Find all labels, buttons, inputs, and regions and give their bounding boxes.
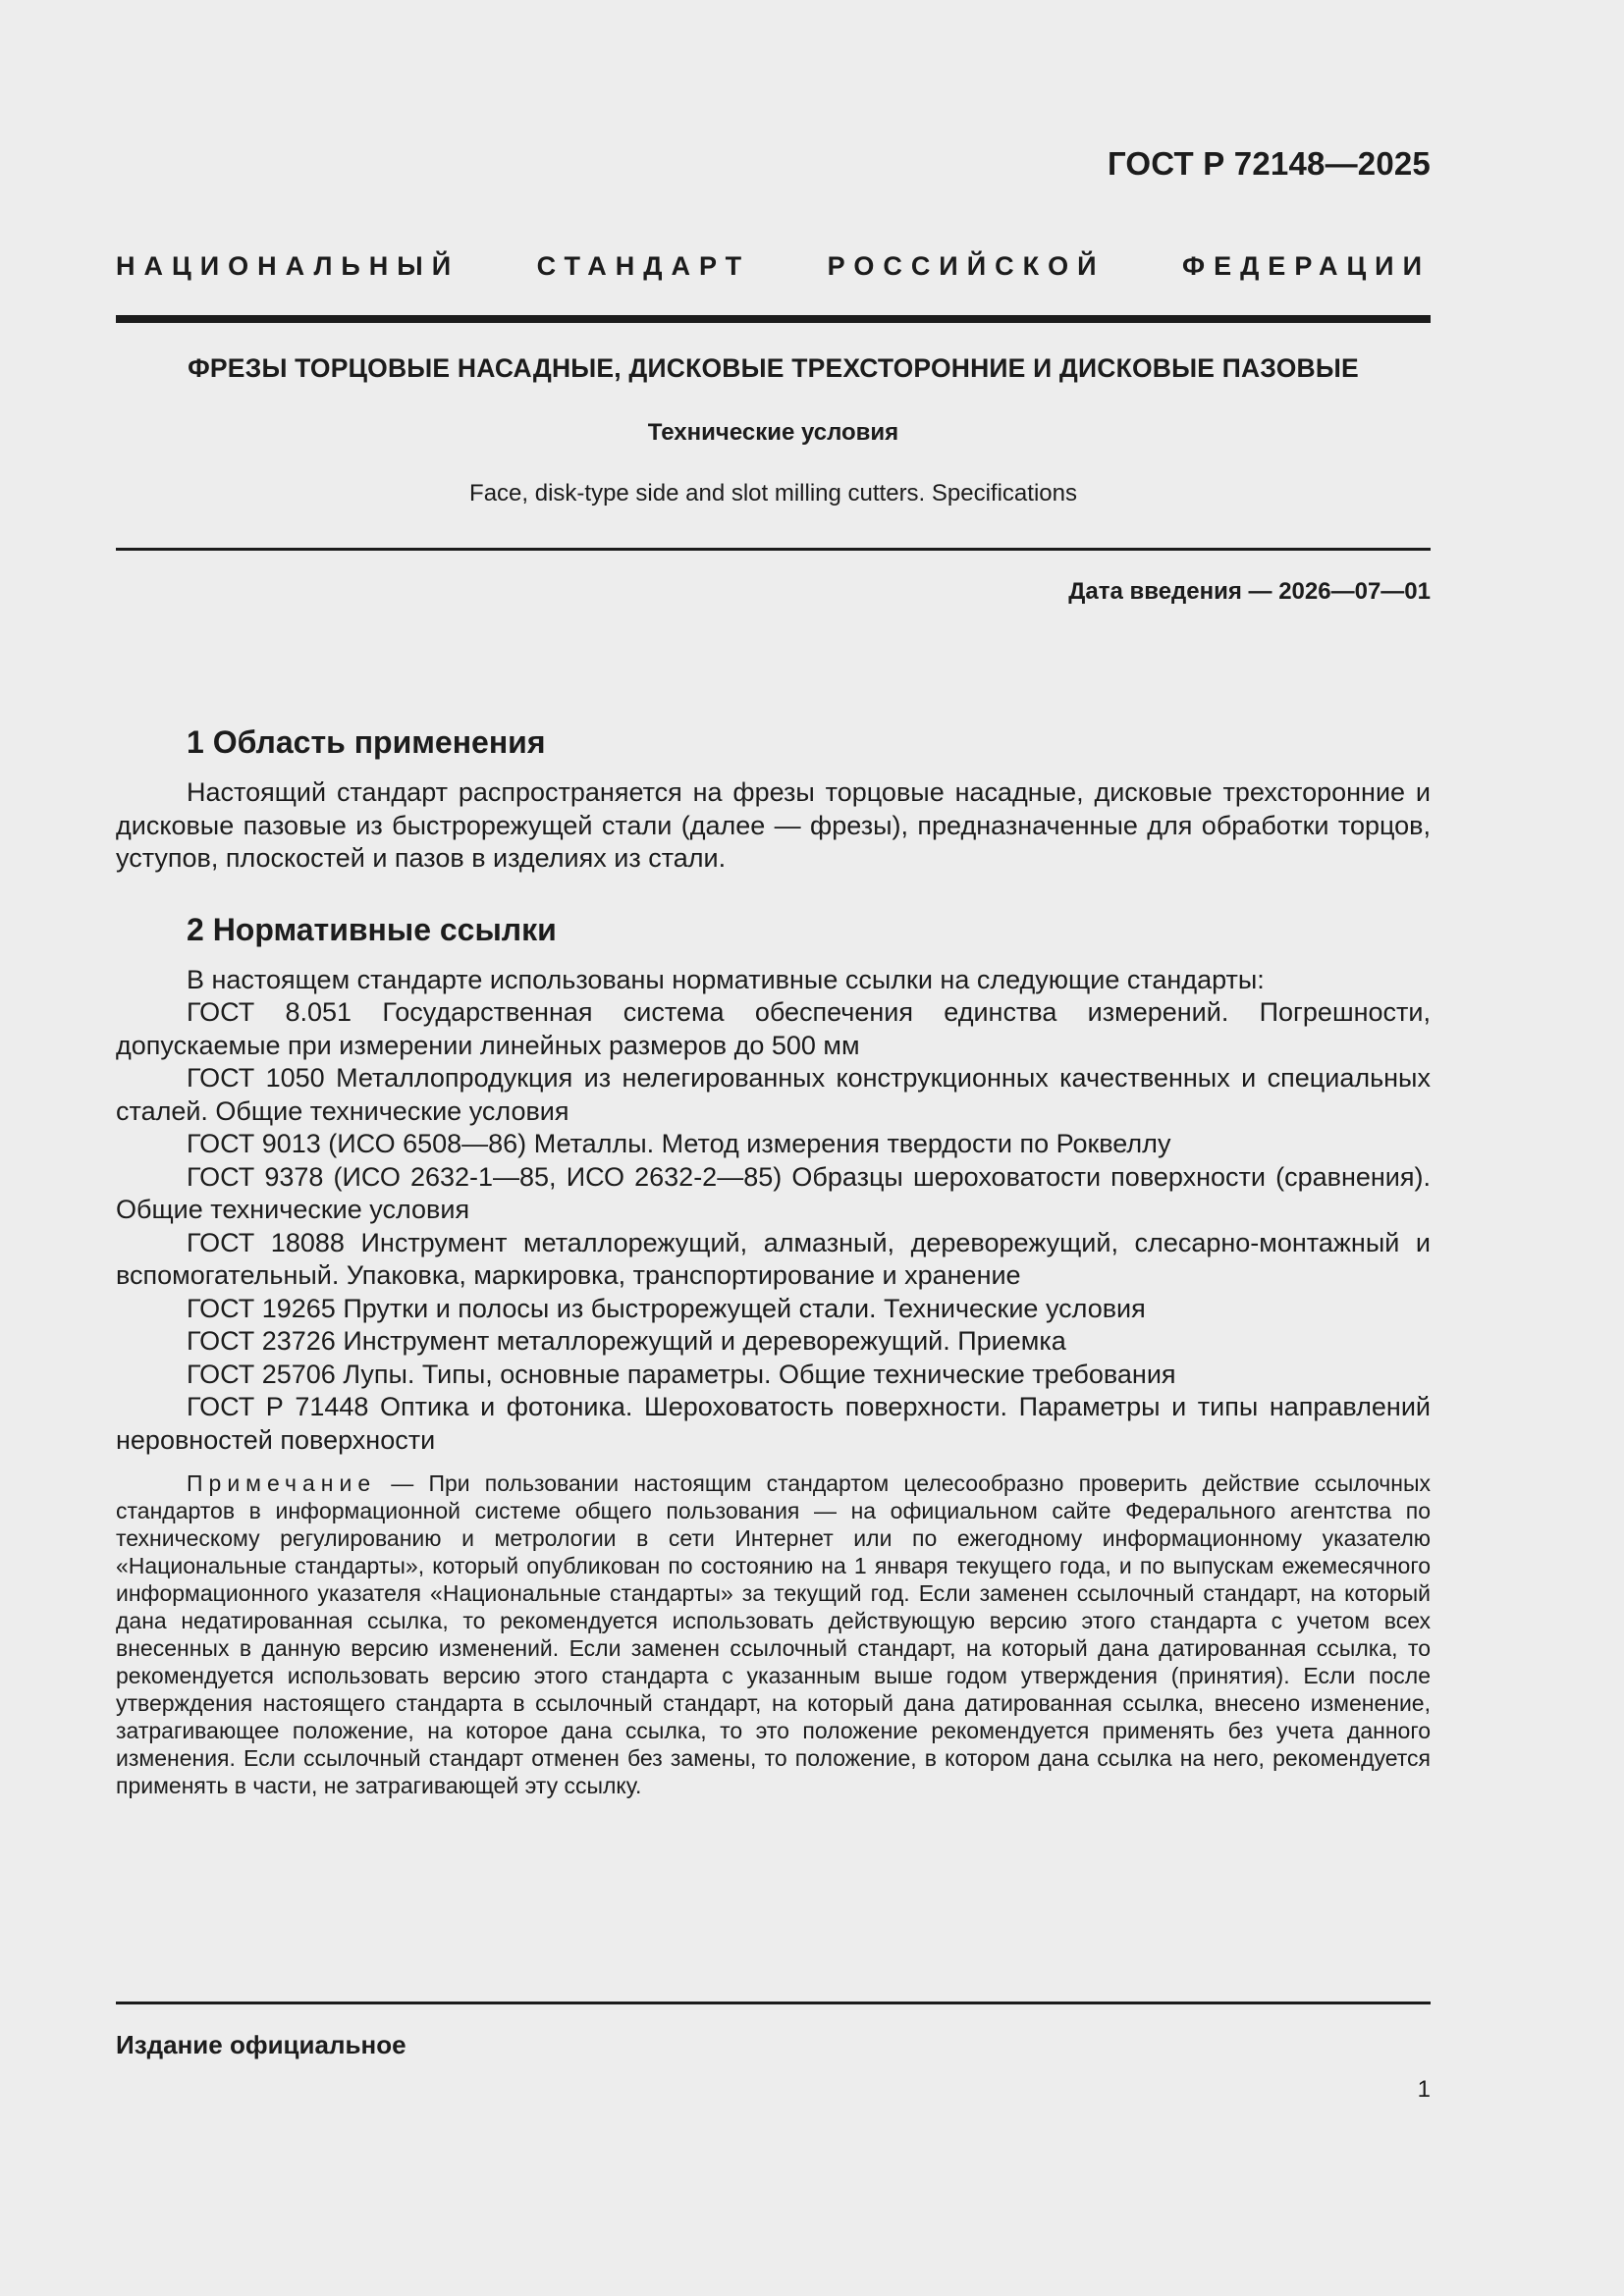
reference-title: Лупы. Типы, основные параметры. Общие технические требования xyxy=(343,1359,1176,1389)
title-divider xyxy=(116,548,1431,551)
document-title: ФРЕЗЫ ТОРЦОВЫЕ НАСАДНЫЕ, ДИСКОВЫЕ ТРЕХСТОРОННИЕ И ДИСКОВЫЕ ПАЗОВЫЕ xyxy=(188,353,1359,383)
reference-code: ГОСТ 19265 xyxy=(187,1293,336,1323)
reference-item xyxy=(116,996,1431,1062)
reference-title: Инструмент металлорежущий и дереворежущий. Приемка xyxy=(343,1326,1066,1356)
page-number: 1 xyxy=(1417,2076,1431,2103)
document-body xyxy=(116,722,1431,1822)
reference-title: Образцы шероховатости поверхности (сравнения). Общие технические условия xyxy=(116,1161,1431,1224)
reference-item xyxy=(116,1161,1431,1227)
reference-code: ГОСТ 25706 xyxy=(187,1359,336,1389)
references-note xyxy=(116,1469,1431,1799)
reference-code: ГОСТ 9013 (ИСО 6508—86) xyxy=(187,1129,527,1158)
section-2-heading: 2 Нормативные ссылки xyxy=(187,911,557,947)
reference-code: ГОСТ 23726 xyxy=(187,1326,336,1356)
note-label: Примечание xyxy=(187,1470,377,1496)
section-2-intro: В настоящем стандарте использованы нормативные ссылки на следующие стандарты: xyxy=(187,964,1265,994)
reference-code: ГОСТ Р 71448 xyxy=(187,1392,369,1421)
document-code: ГОСТ Р 72148—2025 xyxy=(1107,145,1431,182)
reference-item xyxy=(116,1062,1431,1128)
reference-title: Металлопродукция из нелегированных конструкционных качественных и специальных сталей. Общие технические условия xyxy=(116,1063,1431,1126)
reference-item xyxy=(116,1391,1431,1457)
reference-code: ГОСТ 1050 xyxy=(187,1063,325,1093)
national-standard-header: НАЦИОНАЛЬНЫЙ СТАНДАРТ РОССИЙСКОЙ ФЕДЕРАЦИИ xyxy=(116,251,1431,281)
reference-item xyxy=(116,1227,1431,1293)
document-title-english: Face, disk-type side and slot milling cutters. Specifications xyxy=(469,480,1077,507)
introduction-date: Дата введения — 2026—07—01 xyxy=(1068,578,1431,605)
reference-title: Государственная система обеспечения единства измерений. Погрешности, допускаемые при измерении линейных размеров до 500 мм xyxy=(116,997,1431,1060)
section-spacer xyxy=(116,876,1431,910)
reference-title: Инструмент металлорежущий, алмазный, дереворежущий, слесарно-монтажный и вспомогательный. Упаковка, маркировка, транспортирование и хранение xyxy=(116,1227,1431,1290)
footer-divider xyxy=(116,2002,1431,2004)
note-text: — При пользовании настоящим стандартом целесообразно проверить действие ссылочных стандартов в информационной системе общего пользования — на официальном сайте Федерального агентства по техническому регулированию и метрологии в сети Интернет или по ежегодному информационному указателю «Национальные стандарты», который опубликован по состоянию на 1 января текущего года, и по выпускам ежемесячного информационного указателя «Национальные стандарты» за текущий год. Если заменен ссылочный стандарт, на который дана недатированная ссылка, то рекомендуется использовать действующую версию этого стандарта с учетом всех внесенных в данную версию изменений. Если заменен ссылочный стандарт, на который дана датированная ссылка, то рекомендуется использовать версию этого стандарта с указанным выше годом утверждения (принятия). Если после утверждения настоящего стандарта в ссылочный стандарт, на который дана датированная ссылка, внесено изменение, затрагивающее положение, на которое дана ссылка, то это положение рекомендуется применять без учета данного изменения. Если ссылочный стандарт отменен без замены, то положение, в котором дана ссылка на него, рекомендуется применять в части, не затрагивающей эту ссылку. xyxy=(116,1470,1431,1798)
reference-item xyxy=(116,1359,1431,1392)
section-1-text: Настоящий стандарт распространяется на фрезы торцовые насадные, дисковые трехсторонние и дисковые пазовые из быстрорежущей стали (далее — фрезы), предназначенные для обработки торцов, уступов, плоскостей и пазов в изделиях из стали. xyxy=(116,777,1431,873)
header-divider xyxy=(116,315,1431,323)
reference-title: Прутки и полосы из быстрорежущей стали. Технические условия xyxy=(343,1293,1146,1323)
reference-item xyxy=(116,1325,1431,1359)
references-list xyxy=(116,996,1431,1457)
document-subtitle: Технические условия xyxy=(647,419,899,446)
official-edition-label: Издание официальное xyxy=(116,2030,406,2059)
reference-code: ГОСТ 18088 xyxy=(187,1227,345,1257)
reference-code: ГОСТ 9378 (ИСО 2632-1—85, ИСО 2632-2—85) xyxy=(187,1161,783,1192)
reference-title: Металлы. Метод измерения твердости по Роквеллу xyxy=(533,1129,1171,1158)
reference-item xyxy=(116,1128,1431,1161)
reference-title: Оптика и фотоника. Шероховатость поверхности. Параметры и типы направлений неровностей поверхности xyxy=(116,1392,1431,1455)
reference-code: ГОСТ 8.051 xyxy=(187,997,352,1027)
reference-item xyxy=(116,1293,1431,1326)
section-1-heading: 1 Область применения xyxy=(187,724,546,760)
